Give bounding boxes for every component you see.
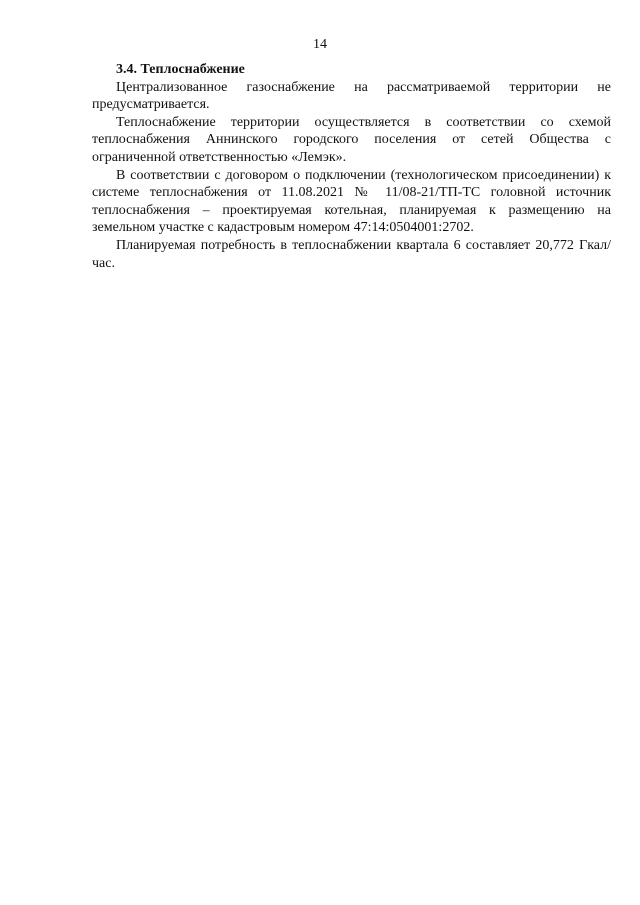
paragraph-gas-supply: Централизованное газоснабжение на рассматриваемой территории не предусматривается.	[92, 79, 611, 113]
paragraph-heat-supply-scheme: Теплоснабжение территории осуществляется в соответствии со схемой теплоснабжения Аннинского городского поселения от сетей Общества с ограниченной ответственностью «Лемэк».	[92, 114, 611, 165]
paragraph-connection-agreement: В соответствии с договором о подключении (технологическом присоединении) к системе теплоснабжения от 11.08.2021 № 11/08-21/ТП-ТС головной источник теплоснабжения – проектируемая котельная, планируемая к размещению на земельном участке с кадастровым номером 47:14:0504001:2702.	[92, 167, 611, 236]
section-content	[92, 61, 611, 272]
section-heading: 3.4. Теплоснабжение	[116, 62, 245, 77]
paragraph-heat-demand: Планируемая потребность в теплоснабжении квартала 6 составляет 20,772 Гкал/час.	[92, 237, 611, 271]
page-number: 14	[313, 37, 327, 52]
